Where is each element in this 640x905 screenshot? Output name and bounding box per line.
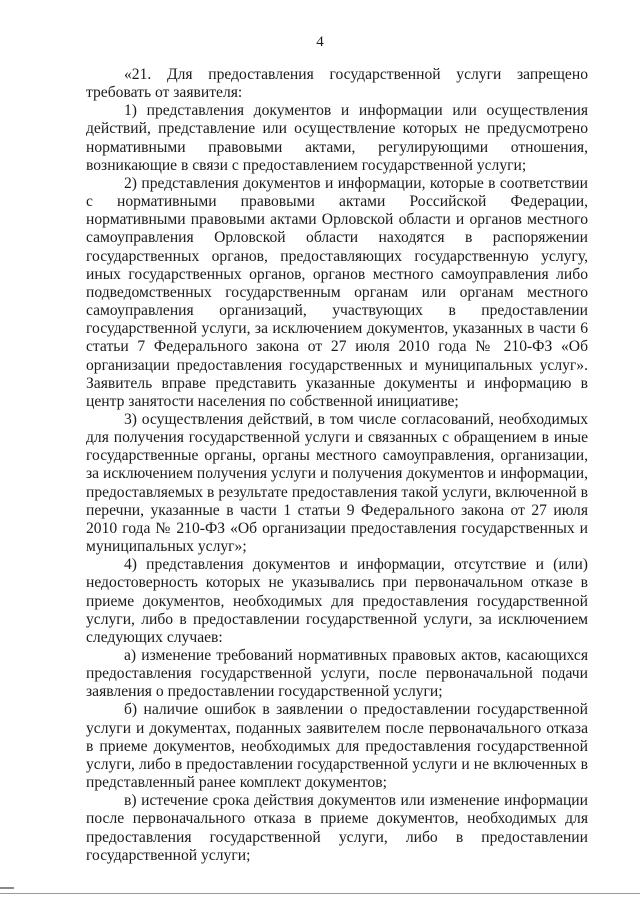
sub-item-b: б) наличие ошибок в заявлении о предоставлении государственной услуги и документах, поданных заявителем после первоначального отказа в приеме документов, необходимых для предоставления государственной услуги, либо в предоставлении государственной услуги и не включенных в представленный ранее комплект документов; (86, 701, 588, 792)
page-bottom-rule (0, 893, 640, 894)
page-number: 4 (316, 34, 324, 50)
list-item-4: 4) представления документов и информации, отсутствие и (или) недостоверность которых не указывались при первоначальном отказе в приеме документов, необходимых для предоставления государственной услуги, либо в предоставлении государственной услуги, за исключением следующих случаев: (86, 556, 588, 646)
list-item-2: 2) представления документов и информации, которые в соответствии с нормативными правовыми актами Российской Федерации, нормативными правовыми актами Орловской области и органов местного самоуправления Орловской области находятся в распоряжении государственных органов, предоставляющих государственную услугу, иных государственных органов, органов местного самоуправления либо подведомственных государственным органам или органам местного самоуправления организаций, участвующих в предоставлении государственной услуги, за исключением документов, указанных в части 6 статьи 7 Федерального закона от 27 июля 2010 года № 210-ФЗ «Об организации предоставления государственных и муниципальных услуг». Заявитель вправе представить указанные документы и информацию в центр занятости населения по собственной инициативе; (86, 174, 588, 410)
sub-item-c: в) истечение срока действия документов или изменение информации после первоначального отказа в приеме документов, необходимых для предоставления государственной услуги, либо в предоставлении государственной услуги; (86, 792, 588, 864)
paragraph-intro: «21. Для предоставления государственной услуги запрещено требовать от заявителя: (86, 66, 588, 102)
list-item-3: 3) осуществления действий, в том числе согласований, необходимых для получения государственной услуги и связанных с обращением в иные государственные органы, органы местного самоуправления, организации, за исключением получения услуги и получения документов и информации, предоставляемых в результате предоставления такой услуги, включенной в перечни, указанные в части 1 статьи 9 Федерального закона от 27 июля 2010 года № 210-ФЗ «Об организации предоставления государственных и муниципальных услуг»; (86, 410, 588, 556)
document-body (86, 66, 588, 865)
list-item-1: 1) представления документов и информации или осуществления действий, представление или осуществление которых не предусмотрено нормативными правовыми актами, регулирующими отношения, возникающие в связи с предоставлением государственной услуги; (86, 102, 588, 174)
scan-edge-mark (0, 887, 14, 889)
sub-item-a: а) изменение требований нормативных правовых актов, касающихся предоставления государственной услуги, после первоначальной подачи заявления о предоставлении государственной услуги; (86, 647, 588, 701)
